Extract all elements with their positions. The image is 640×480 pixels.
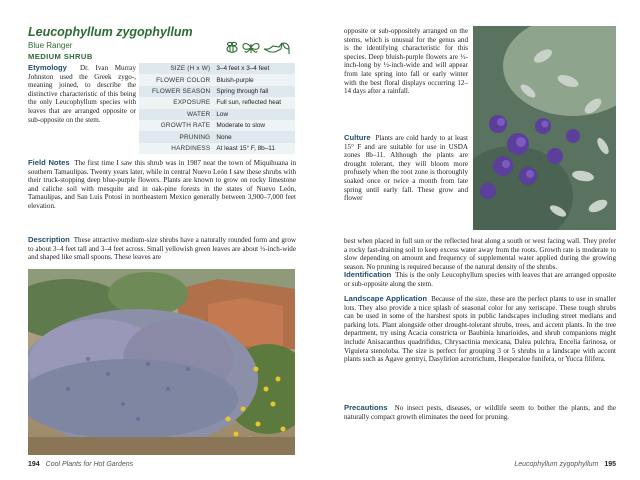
plant-title: Leucophyllum zygophyllum (28, 25, 193, 39)
landscape-text: Because of the size, these are the perfect plants to use in smaller lots. They also provide a nice splash of seasonal color for any xeriscape. These tough shrubs can be used in some of the harshest spots in public landscapes including street medians and parking lots. Plant alongside other drought-tolerant shrubs, trees, and accent plants. In the tree department, try using Acacia constricta or Bauhinia lunarioides, and shrub companions might include Anisacanthus quadrifidus, Chrysactinia mexicana, Dalea pulchra, Encelia farinosa, or Viguiera stenoloba. The size is perfect for grouping 3 or 5 shrubs in a landscape with accent plants such as Agave gentryi, Dasylirion acrotrichum, Hesperaloe funifera, or Yucca filifera. (344, 295, 617, 364)
etymology-heading: Etymology (28, 63, 67, 72)
description-block (28, 236, 296, 262)
right-footer (514, 461, 616, 468)
description-heading: Description (28, 235, 70, 244)
fact-row (139, 131, 295, 142)
intro-continued-block (344, 27, 468, 96)
culture-bottom-block (344, 237, 616, 271)
plant-facts-table (139, 63, 295, 154)
fact-row (139, 120, 295, 131)
precautions-heading: Precautions (344, 403, 388, 412)
description-text: These attractive medium-size shrubs have a naturally rounded form and grow to about 3–4 feet tall and 3–4 feet across. Small yellowish green leaves are about ½-inch-wide and shaped like small spoons. These leaves are (28, 236, 296, 262)
fact-value: Low (213, 109, 295, 120)
wildlife-icons (224, 40, 294, 56)
common-name: Blue Ranger (28, 41, 73, 50)
fact-row (139, 74, 295, 85)
fact-value: Bluish-purple (213, 74, 295, 85)
garden-photo (28, 269, 295, 455)
fact-label: FLOWER COLOR (139, 74, 213, 85)
fact-label: FLOWER SEASON (139, 86, 213, 97)
landscape-heading: Landscape Application (344, 294, 428, 303)
bee-icon (227, 42, 237, 52)
culture-text-bottom: best when placed in full sun or the reflected heat along a south or west facing wall. They prefer a rocky fast-draining soil to keep excess water away from the roots. Growth rate is moderate to slow depending on amount and frequency of supplemental water applied during the growing season. No pruning is required because of the natural density of the shrubs. (344, 237, 616, 271)
field-notes-text: The first time I saw this shrub was in 1987 near the town of Miquihuana in southern Tamaulipas. Twenty years later, while in central Nuevo León I saw these shrubs with their truck-stopping deep blue-purple flowers. Plants are known to grow on rocky limestone and caliche soil with mesquite and in oak-pine forests in the states of Nuevo León, Tamaulipas, and San Luis Potosí in northeastern Mexico generally between 3,900–7,000 feet elevation. (28, 159, 296, 210)
fact-value: Full sun, reflected heat (213, 97, 295, 108)
fact-value: None (213, 131, 295, 142)
identification-block (344, 271, 616, 288)
fact-label: GROWTH RATE (139, 120, 213, 131)
fact-label: EXPOSURE (139, 97, 213, 108)
left-running-title: Cool Plants for Hot Gardens (45, 461, 134, 468)
fact-label: HARDINESS (139, 143, 213, 154)
right-page-number: 195 (604, 461, 616, 468)
butterfly-icon (243, 44, 259, 53)
fact-row (139, 97, 295, 108)
culture-text-top: Plants are cold hardy to at least 15° F and are suitable for use in USDA zones 8b–11. Although the plants are drought tolerant, they will bloom more profusely when the root zone is thoroughly soaked once or twice a month from late spring until early fall. These grow and flower (344, 134, 468, 203)
culture-top-block (344, 134, 468, 203)
hummingbird-icon (264, 43, 282, 52)
etymology-text: Dr. Ivan Murray Johnston used the Greek zygo-, meaning joined, to describe the distinctive characteristic of this being the only Leucophyllum species with leaves that are arranged opposite or sub-opposite on the stem. (28, 64, 137, 124)
precautions-block (344, 404, 616, 421)
etymology-block (28, 64, 136, 124)
fact-value: Spring through fall (213, 86, 295, 97)
landscape-block (344, 295, 616, 364)
flower-photo (473, 26, 616, 230)
fact-row (139, 143, 295, 154)
fact-value: 3–4 feet x 3–4 feet (213, 63, 295, 74)
right-running-title: Leucophyllum zygophyllum (514, 461, 599, 468)
precautions-text: No insect pests, diseases, or wildlife seem to bother the plants, and the naturally compact growth eliminates the need for pruning. (344, 404, 616, 421)
fact-label: WATER (139, 109, 213, 120)
fact-value: At least 15° F, 8b–11 (213, 143, 295, 154)
fact-row (139, 63, 295, 74)
fact-label: PRUNING (139, 131, 213, 142)
identification-text: This is the only Leucophyllum species with leaves that are arranged opposite or sub-opposite along the stem. (344, 271, 616, 288)
fact-value: Moderate to slow (213, 120, 295, 131)
left-footer (28, 461, 133, 468)
category-label: MEDIUM SHRUB (28, 52, 93, 61)
left-page-number: 194 (28, 461, 40, 468)
identification-heading: Identification (344, 270, 392, 279)
field-notes-heading: Field Notes (28, 158, 70, 167)
right-page (320, 0, 640, 480)
sprout-icon (283, 43, 289, 54)
fact-label: SIZE (H x W) (139, 63, 213, 74)
fact-row (139, 109, 295, 120)
intro-text: opposite or sub-oppositely arranged on the stems, which is unusual for the genus and is the identifying characteristic for this species. Deep bluish-purple flowers are ½-inch-long by ½-inch-wide and will appear from late spring into fall or early winter with the best floral displays occurring 12–14 days after a rainfall. (344, 27, 468, 96)
fact-row (139, 86, 295, 97)
culture-heading: Culture (344, 133, 371, 142)
field-notes-block (28, 159, 296, 211)
